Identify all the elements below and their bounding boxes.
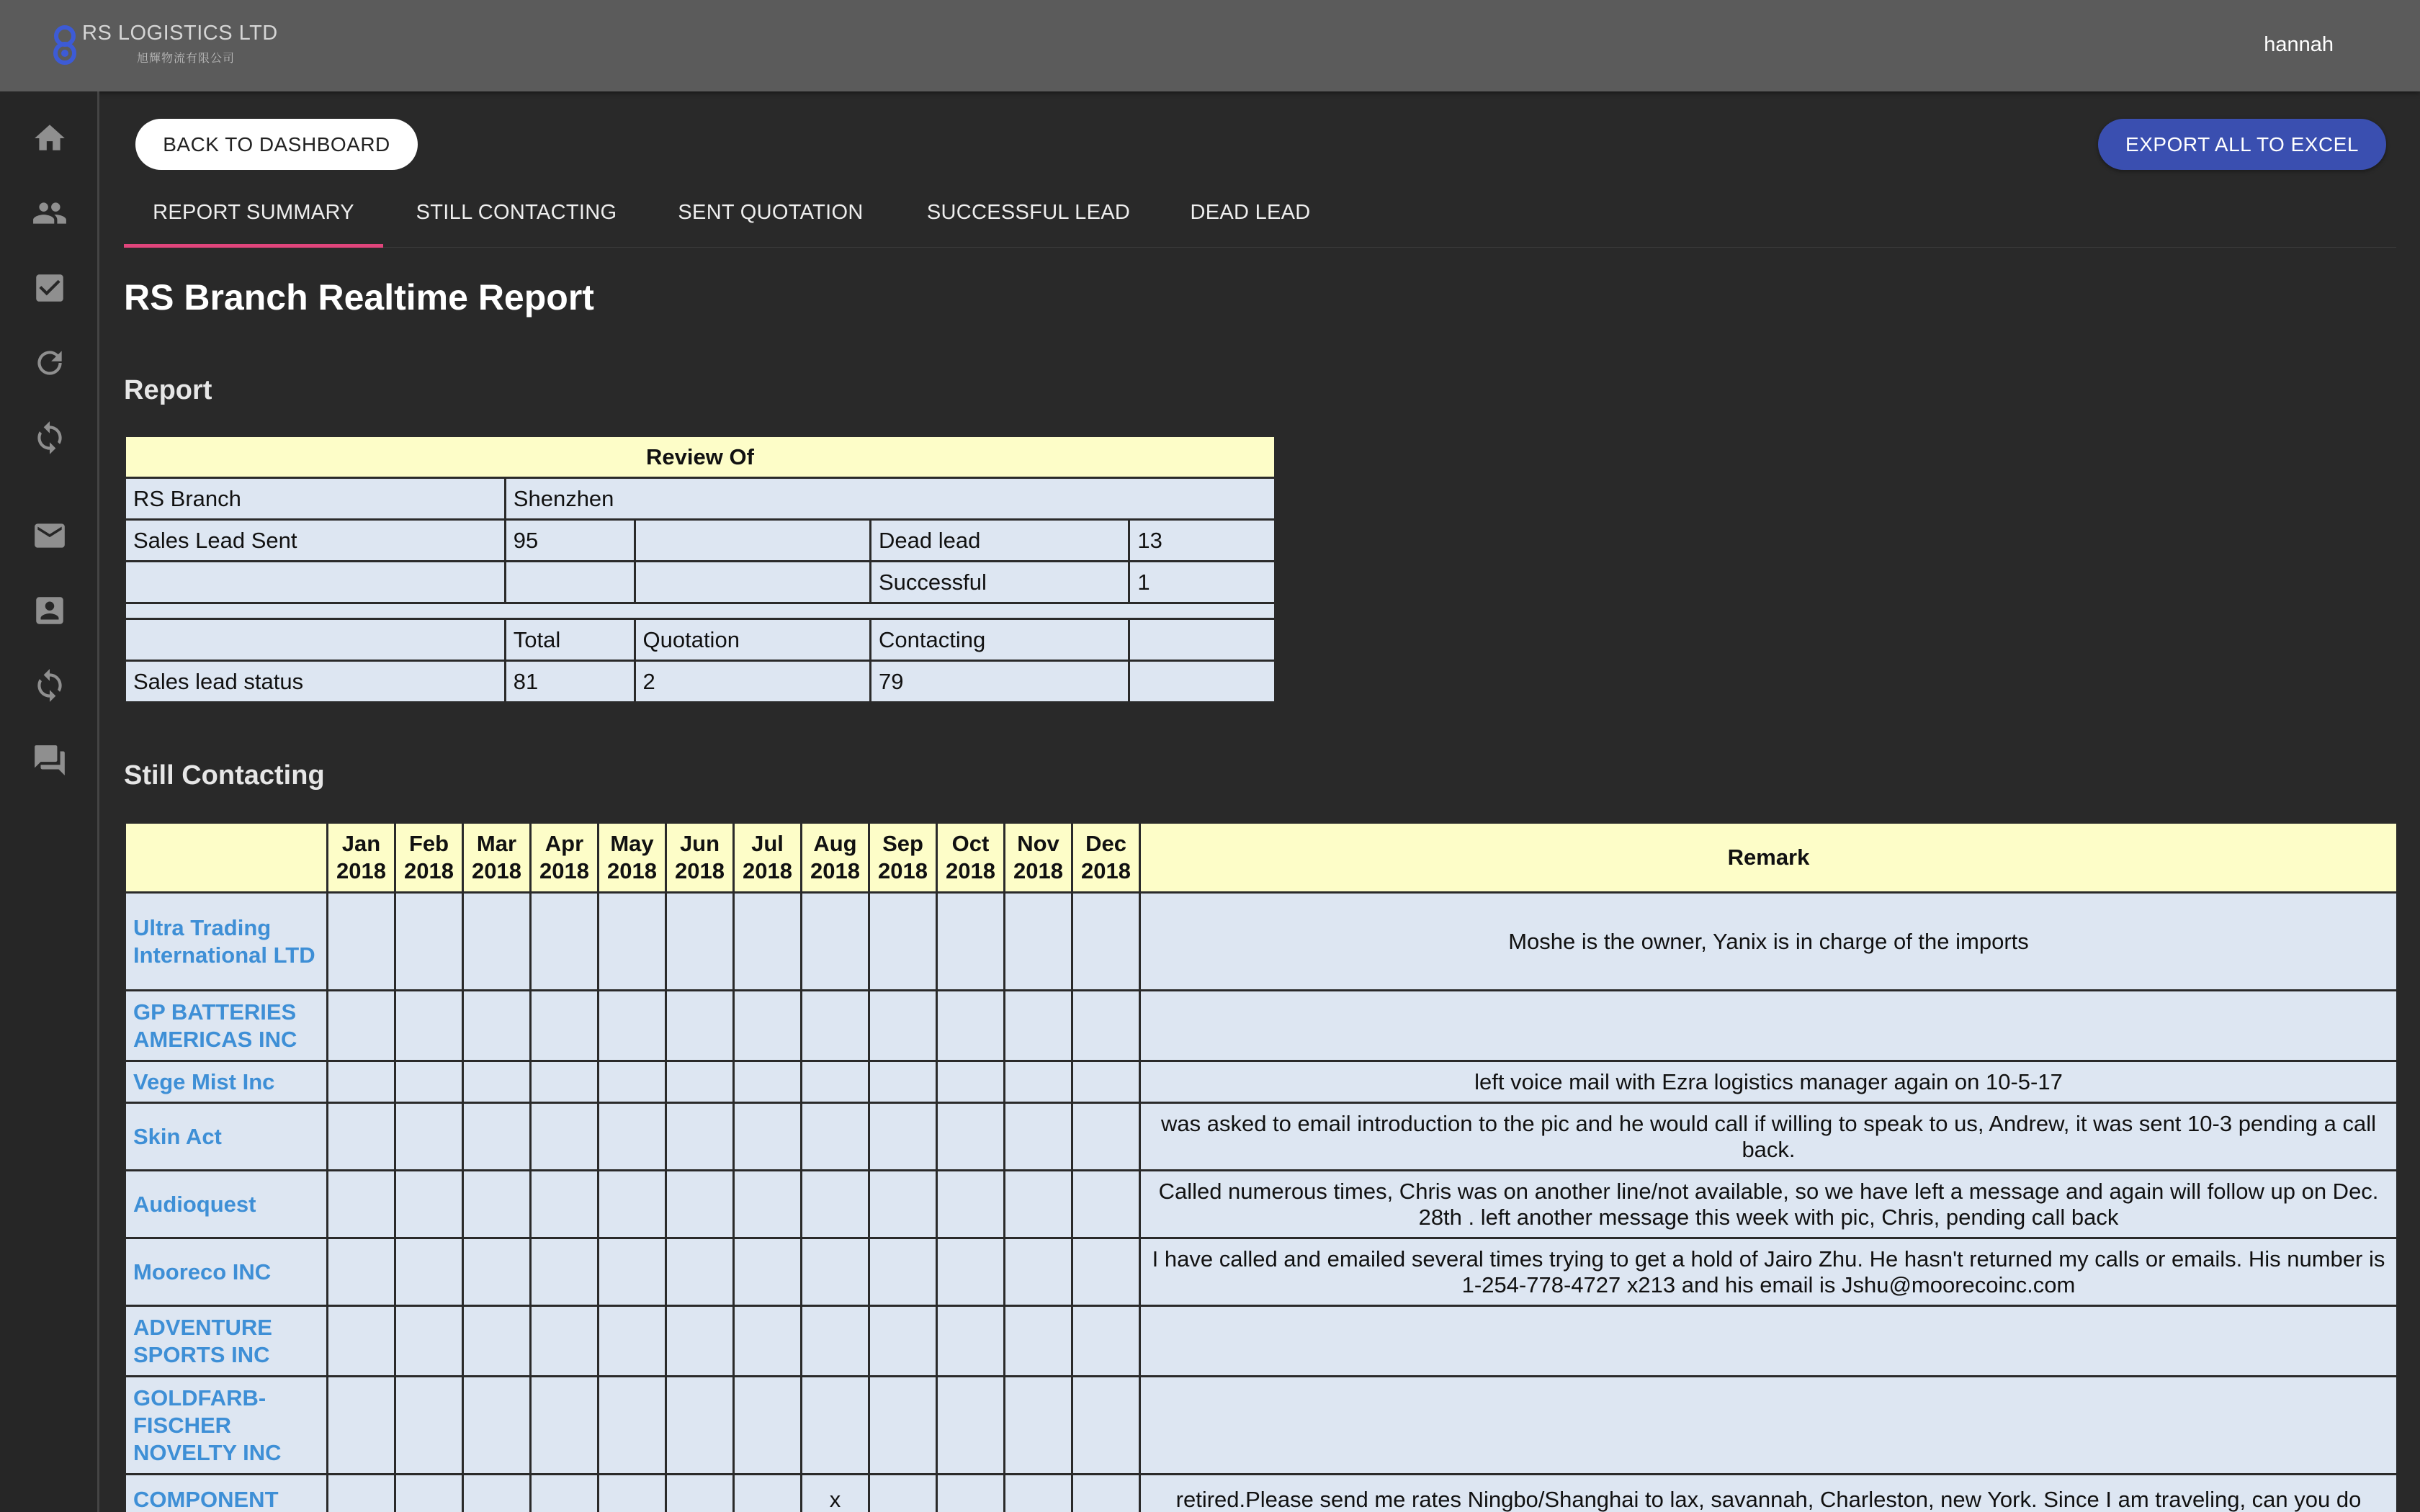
month-cell — [937, 1475, 1005, 1512]
month-cell — [666, 893, 734, 991]
month-cell: x — [802, 1475, 869, 1512]
month-cell — [1005, 1103, 1072, 1171]
month-cell — [463, 1238, 531, 1306]
empty-cell — [505, 562, 635, 603]
month-cell — [599, 1377, 666, 1475]
month-cell — [463, 893, 531, 991]
table-row — [125, 1238, 2398, 1306]
month-cell — [531, 1306, 599, 1377]
month-cell — [734, 1377, 802, 1475]
month-cell — [395, 991, 463, 1061]
month-cell — [666, 1171, 734, 1238]
month-header — [734, 823, 802, 893]
mail-icon[interactable] — [32, 518, 68, 554]
month-cell — [869, 1475, 937, 1512]
month-cell — [531, 991, 599, 1061]
empty-cell — [125, 619, 506, 661]
month-name: Aug — [813, 831, 857, 856]
sales-lead-status-label: Sales lead status — [125, 661, 506, 703]
month-year: 2018 — [946, 858, 995, 883]
month-name: May — [610, 831, 654, 856]
remark-cell — [1140, 1377, 2398, 1475]
contacting-value: 79 — [870, 661, 1129, 703]
month-cell — [1005, 1475, 1072, 1512]
month-cell — [734, 1103, 802, 1171]
month-cell — [1005, 991, 1072, 1061]
month-cell — [328, 1171, 395, 1238]
month-cell — [666, 1061, 734, 1103]
month-name: Dec — [1085, 831, 1126, 856]
month-cell — [463, 1171, 531, 1238]
month-year: 2018 — [1081, 858, 1131, 883]
month-cell — [599, 1103, 666, 1171]
month-cell — [802, 1061, 869, 1103]
sales-lead-sent-label: Sales Lead Sent — [125, 520, 506, 562]
month-header — [666, 823, 734, 893]
month-cell — [802, 1103, 869, 1171]
month-cell — [1005, 1306, 1072, 1377]
month-cell — [937, 1306, 1005, 1377]
month-year: 2018 — [404, 858, 454, 883]
month-cell — [1005, 1238, 1072, 1306]
month-cell — [1072, 1377, 1140, 1475]
company-link[interactable]: Audioquest — [125, 1171, 328, 1238]
month-cell — [599, 1061, 666, 1103]
month-cell — [802, 1377, 869, 1475]
month-cell — [599, 991, 666, 1061]
month-header — [869, 823, 937, 893]
month-cell — [1005, 1061, 1072, 1103]
export-all-to-excel-button[interactable]: EXPORT ALL TO EXCEL — [2098, 119, 2386, 170]
successful-label: Successful — [870, 562, 1129, 603]
loading-icon[interactable] — [32, 420, 68, 456]
remark-cell: Moshe is the owner, Yanix is in charge of the imports — [1140, 893, 2398, 991]
total-label: Total — [505, 619, 635, 661]
month-cell — [328, 1061, 395, 1103]
month-cell — [328, 1475, 395, 1512]
logo-text: RS LOGISTICS LTD — [82, 22, 278, 45]
month-cell — [395, 1475, 463, 1512]
month-header — [395, 823, 463, 893]
month-cell — [869, 1103, 937, 1171]
sidebar — [0, 91, 99, 1512]
month-cell — [463, 1306, 531, 1377]
month-cell — [734, 1238, 802, 1306]
month-header — [1005, 823, 1072, 893]
remark-cell: I have called and emailed several times trying to get a hold of Jairo Zhu. He hasn't returned my calls or emails. His number is 1-254-778-4727 x213 and his email is Jshu@moorecoinc.com — [1140, 1238, 2398, 1306]
month-cell — [531, 1475, 599, 1512]
month-header — [531, 823, 599, 893]
people-icon[interactable] — [32, 195, 68, 231]
month-cell — [1005, 1377, 1072, 1475]
table-row — [125, 893, 2398, 991]
month-name: Jan — [341, 831, 381, 856]
total-value: 81 — [505, 661, 635, 703]
refresh-icon[interactable] — [32, 345, 68, 381]
month-cell — [802, 1306, 869, 1377]
still-contacting-section-title: Still Contacting — [124, 760, 325, 791]
month-cell — [802, 1171, 869, 1238]
month-cell — [1072, 1475, 1140, 1512]
month-cell — [666, 991, 734, 1061]
empty-cell — [125, 562, 506, 603]
month-name: Apr — [544, 831, 584, 856]
month-cell — [937, 1103, 1005, 1171]
month-header — [599, 823, 666, 893]
successful-value: 1 — [1129, 562, 1276, 603]
month-cell — [937, 991, 1005, 1061]
month-cell — [734, 1061, 802, 1103]
month-cell — [869, 1061, 937, 1103]
table-row — [125, 991, 2398, 1061]
dead-lead-value: 13 — [1129, 520, 1276, 562]
month-cell — [599, 893, 666, 991]
sync-icon[interactable] — [32, 667, 68, 703]
contact-card-icon[interactable] — [32, 593, 68, 629]
month-cell — [802, 991, 869, 1061]
empty-cell — [635, 520, 870, 562]
month-cell — [395, 893, 463, 991]
month-cell — [328, 893, 395, 991]
company-link[interactable]: Ultra Trading International LTD — [125, 893, 328, 991]
month-year: 2018 — [1013, 858, 1063, 883]
month-year: 2018 — [607, 858, 657, 883]
table-row — [125, 1171, 2398, 1238]
month-cell — [937, 1377, 1005, 1475]
month-cell — [869, 1377, 937, 1475]
month-cell — [395, 1306, 463, 1377]
month-cell — [463, 1103, 531, 1171]
remark-cell: retired.Please send me rates Ningbo/Shanghai to lax, savannah, Charleston, new York. Since I am traveling, can you do — [1140, 1475, 2398, 1512]
month-cell — [531, 1103, 599, 1171]
month-cell — [1072, 1306, 1140, 1377]
month-cell — [463, 1377, 531, 1475]
company-link[interactable]: ADVENTURE SPORTS INC — [125, 1306, 328, 1377]
month-cell — [599, 1306, 666, 1377]
month-name: Oct — [951, 831, 990, 856]
company-link[interactable]: GP BATTERIES AMERICAS INC — [125, 991, 328, 1061]
spacer-row — [125, 603, 1276, 619]
table-row — [125, 1306, 2398, 1377]
month-header — [1072, 823, 1140, 893]
branch-label: RS Branch — [125, 478, 506, 520]
month-cell — [395, 1171, 463, 1238]
table-row — [125, 1475, 2398, 1512]
month-cell — [869, 893, 937, 991]
table-row — [125, 1377, 2398, 1475]
chat-icon[interactable] — [32, 742, 68, 778]
company-logo[interactable] — [50, 19, 278, 69]
dead-lead-label: Dead lead — [870, 520, 1129, 562]
tab-successful-lead[interactable]: SUCCESSFUL LEAD — [926, 201, 1131, 224]
company-link[interactable]: Mooreco INC — [125, 1238, 328, 1306]
month-header — [328, 823, 395, 893]
month-cell — [666, 1306, 734, 1377]
month-cell — [1072, 893, 1140, 991]
review-table — [124, 435, 1276, 703]
month-cell — [599, 1171, 666, 1238]
tab-dead-lead[interactable]: DEAD LEAD — [1190, 201, 1311, 224]
empty-cell — [1129, 619, 1276, 661]
report-section-title: Report — [124, 375, 212, 405]
month-cell — [328, 991, 395, 1061]
month-cell — [802, 893, 869, 991]
month-cell — [869, 991, 937, 1061]
month-cell — [734, 1306, 802, 1377]
report-tabs — [124, 186, 2396, 248]
logo-subtext: 旭輝物流有限公司 — [137, 53, 236, 65]
month-name: Sep — [882, 831, 923, 856]
month-year: 2018 — [336, 858, 386, 883]
check-box-icon[interactable] — [32, 270, 68, 306]
month-cell — [1072, 1238, 1140, 1306]
month-cell — [328, 1377, 395, 1475]
month-cell — [869, 1238, 937, 1306]
month-cell — [802, 1238, 869, 1306]
quotation-value: 2 — [635, 661, 870, 703]
month-cell — [734, 1171, 802, 1238]
month-year: 2018 — [743, 858, 792, 883]
month-name: Nov — [1017, 831, 1059, 856]
month-cell — [734, 991, 802, 1061]
month-cell — [666, 1103, 734, 1171]
month-cell — [531, 1377, 599, 1475]
month-cell — [1005, 1171, 1072, 1238]
month-header — [937, 823, 1005, 893]
month-cell — [1005, 893, 1072, 991]
month-header — [463, 823, 531, 893]
month-year: 2018 — [539, 858, 589, 883]
month-year: 2018 — [472, 858, 521, 883]
company-link[interactable]: Skin Act — [125, 1103, 328, 1171]
empty-cell — [1129, 661, 1276, 703]
month-cell — [666, 1475, 734, 1512]
remark-cell — [1140, 1306, 2398, 1377]
remark-cell: was asked to email introduction to the pic and he would call if willing to speak to us, Andrew, it was sent 10-3 pending a call back. — [1140, 1103, 2398, 1171]
tab-report-summary[interactable]: REPORT SUMMARY — [124, 186, 383, 248]
back-to-dashboard-button[interactable]: BACK TO DASHBOARD — [135, 119, 418, 170]
home-icon[interactable] — [32, 120, 68, 156]
month-cell — [463, 1475, 531, 1512]
review-of-header: Review Of — [125, 436, 1276, 478]
month-cell — [395, 1377, 463, 1475]
company-link[interactable]: Vege Mist Inc — [125, 1061, 328, 1103]
empty-cell — [635, 562, 870, 603]
month-cell — [869, 1306, 937, 1377]
company-link[interactable]: GOLDFARB-FISCHER NOVELTY INC — [125, 1377, 328, 1475]
table-row — [125, 1061, 2398, 1103]
month-cell — [734, 893, 802, 991]
month-year: 2018 — [878, 858, 928, 883]
month-cell — [937, 1171, 1005, 1238]
branch-value: Shenzhen — [505, 478, 1275, 520]
company-header — [125, 823, 328, 893]
month-cell — [328, 1306, 395, 1377]
user-name[interactable]: hannah — [2264, 33, 2334, 56]
month-cell — [666, 1238, 734, 1306]
month-name: Feb — [408, 831, 449, 856]
page-title: RS Branch Realtime Report — [124, 277, 594, 318]
remark-cell: left voice mail with Ezra logistics manager again on 10-5-17 — [1140, 1061, 2398, 1103]
company-link[interactable]: COMPONENT — [125, 1475, 328, 1512]
month-name: Jul — [751, 831, 784, 856]
sales-lead-sent-value: 95 — [505, 520, 635, 562]
remark-cell — [1140, 991, 2398, 1061]
month-cell — [531, 1171, 599, 1238]
month-cell — [599, 1475, 666, 1512]
contacting-label: Contacting — [870, 619, 1129, 661]
month-cell — [599, 1238, 666, 1306]
month-cell — [1072, 1061, 1140, 1103]
month-cell — [1072, 991, 1140, 1061]
top-app-bar — [0, 0, 2420, 91]
month-cell — [531, 1061, 599, 1103]
month-cell — [531, 1238, 599, 1306]
month-header — [802, 823, 869, 893]
month-cell — [734, 1475, 802, 1512]
month-cell — [328, 1238, 395, 1306]
month-cell — [463, 1061, 531, 1103]
month-cell — [1072, 1171, 1140, 1238]
month-cell — [395, 1061, 463, 1103]
month-cell — [937, 893, 1005, 991]
month-cell — [463, 991, 531, 1061]
quotation-label: Quotation — [635, 619, 870, 661]
month-cell — [531, 893, 599, 991]
month-cell — [666, 1377, 734, 1475]
month-name: Mar — [476, 831, 517, 856]
month-name: Jun — [679, 831, 720, 856]
month-cell — [395, 1103, 463, 1171]
month-year: 2018 — [675, 858, 725, 883]
tab-sent-quotation[interactable]: SENT QUOTATION — [678, 201, 864, 224]
month-cell — [869, 1171, 937, 1238]
remark-cell: Called numerous times, Chris was on another line/not available, so we have left a message and again will follow up on Dec. 28th . left another message this week with pic, Chris, pending call back — [1140, 1171, 2398, 1238]
month-cell — [937, 1061, 1005, 1103]
month-cell — [395, 1238, 463, 1306]
tab-still-contacting[interactable]: STILL CONTACTING — [416, 201, 617, 224]
still-contacting-table — [124, 822, 2398, 1512]
month-cell — [1072, 1103, 1140, 1171]
month-cell — [937, 1238, 1005, 1306]
month-year: 2018 — [810, 858, 860, 883]
logo-mark-icon — [50, 22, 82, 66]
table-row — [125, 1103, 2398, 1171]
remark-header: Remark — [1140, 823, 2398, 893]
month-cell — [328, 1103, 395, 1171]
